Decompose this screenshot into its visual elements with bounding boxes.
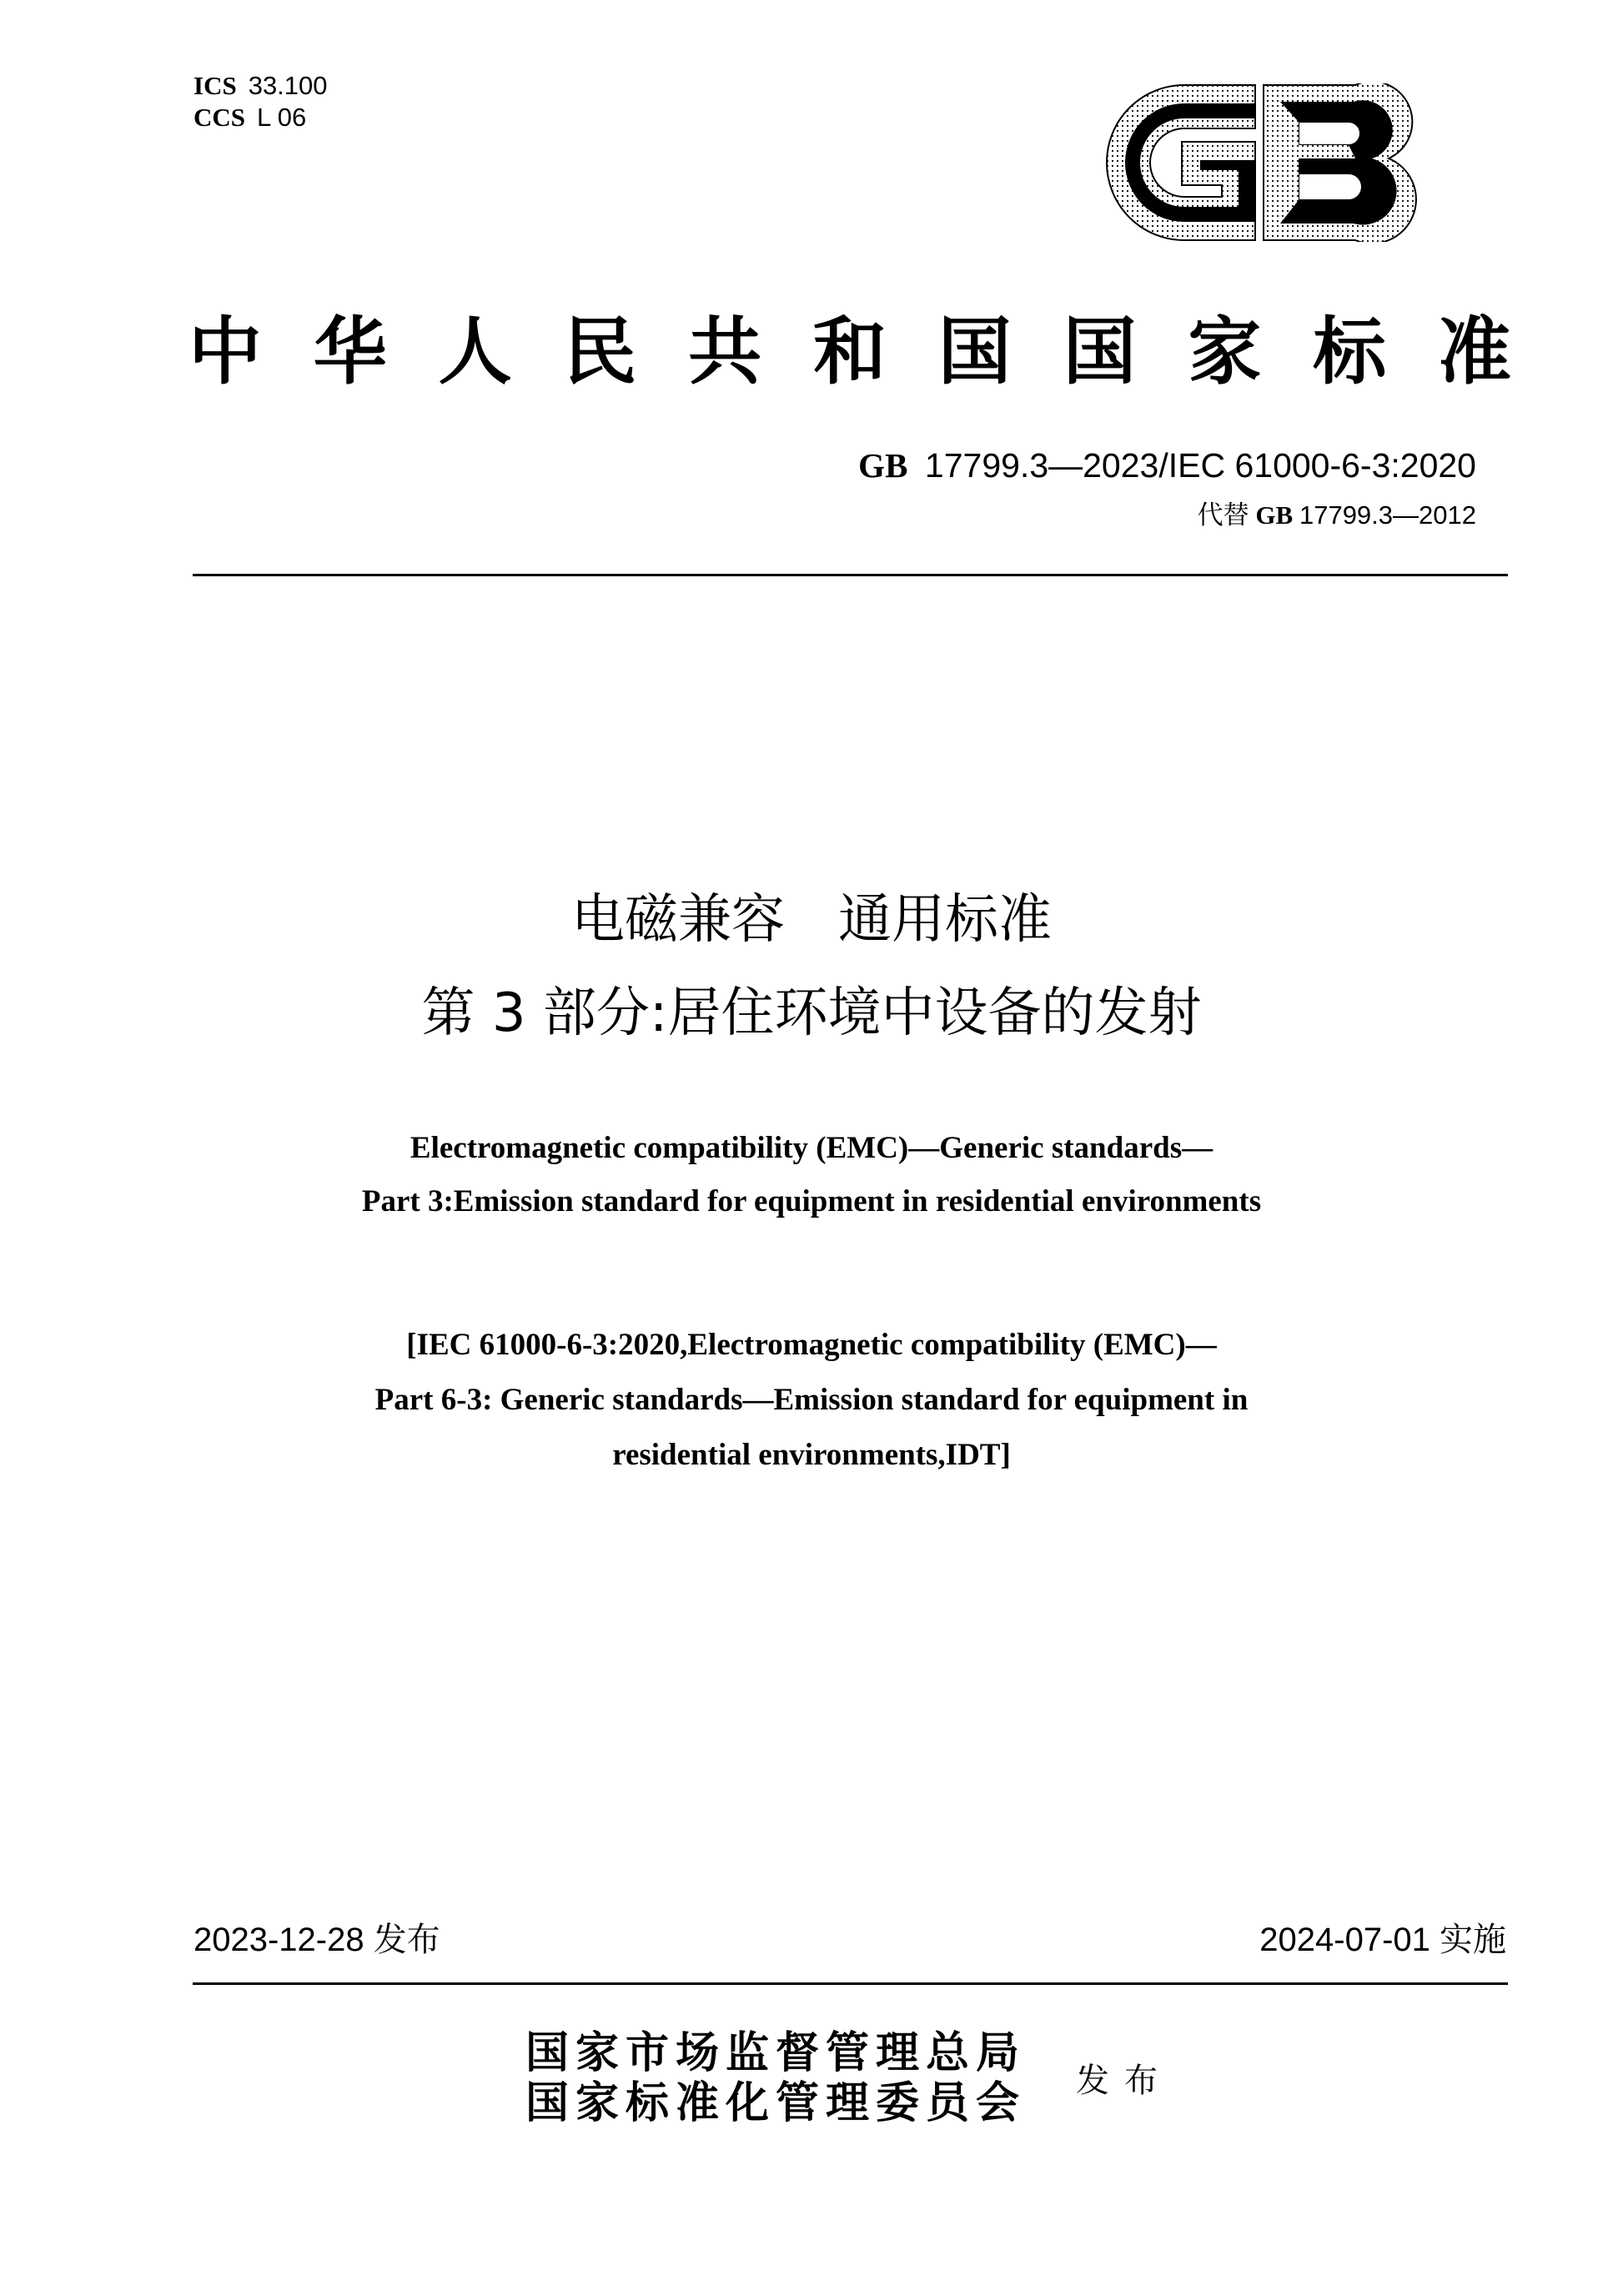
replaces-standard	[1198, 499, 1476, 532]
chinese-title-line-1	[0, 887, 1623, 953]
publishers	[525, 2028, 1026, 2128]
issue-date: 2023-12-28 发布	[193, 1922, 440, 1958]
adoption-note-line-2: Part 6-3: Generic standards—Emission standard for equipment in	[374, 1383, 1249, 1417]
ccs-label: CCS	[193, 103, 246, 132]
title-char: 和	[812, 308, 887, 394]
publish-verb: 发布	[1076, 2062, 1173, 2100]
publisher-org-1: 国家市场监督管理总局	[525, 2027, 1027, 2078]
replaces-prefix: GB	[1255, 500, 1294, 530]
ics-code: 33.100	[248, 71, 328, 100]
english-title-line-2: Part 3:Emission standard for equipment in residential environments	[361, 1184, 1262, 1218]
ics-line	[193, 70, 328, 102]
publisher-org-2: 国家标准化管理委员会	[525, 2077, 1027, 2128]
title-char: 家	[1188, 308, 1262, 394]
footer-divider	[193, 1982, 1508, 1985]
replaces-number: 17799.3—2012	[1299, 500, 1476, 530]
ccs-line	[193, 102, 328, 133]
ics-label: ICS	[193, 71, 237, 100]
title-char: 人	[438, 308, 512, 394]
standard-number	[858, 444, 1476, 487]
gb-standard-logo-icon	[1105, 83, 1418, 242]
classification-codes	[193, 70, 328, 133]
chinese-title-part-1: 电磁兼容	[571, 889, 785, 951]
standard-number-value: 17799.3—2023/IEC 61000-6-3:2020	[924, 446, 1476, 485]
adoption-note-line-1: [IEC 61000-6-3:2020,Electromagnetic compatibility (EMC)—	[406, 1328, 1217, 1362]
replaces-label: 代替	[1197, 500, 1249, 530]
english-title-line-1: Electromagnetic compatibility (EMC)—Generic standards—	[410, 1131, 1213, 1165]
chinese-title-part-2: 通用标准	[838, 889, 1052, 951]
title-char: 标	[1313, 308, 1387, 394]
national-standard-title	[188, 305, 1511, 397]
ccs-code: L 06	[257, 103, 307, 132]
implementation-date: 2024-07-01 实施	[1259, 1922, 1506, 1958]
title-char: 国	[1063, 308, 1137, 394]
standard-prefix: GB	[858, 446, 908, 485]
title-char: 准	[1437, 308, 1511, 394]
chinese-title-line-2: 第 3 部分:居住环境中设备的发射	[421, 982, 1202, 1044]
header-divider	[193, 574, 1508, 576]
title-char: 国	[937, 308, 1012, 394]
title-char: 民	[563, 308, 637, 394]
title-char: 华	[313, 308, 387, 394]
adoption-note-line-3: residential environments,IDT]	[612, 1438, 1011, 1472]
title-char: 共	[688, 308, 762, 394]
title-char: 中	[188, 308, 263, 394]
